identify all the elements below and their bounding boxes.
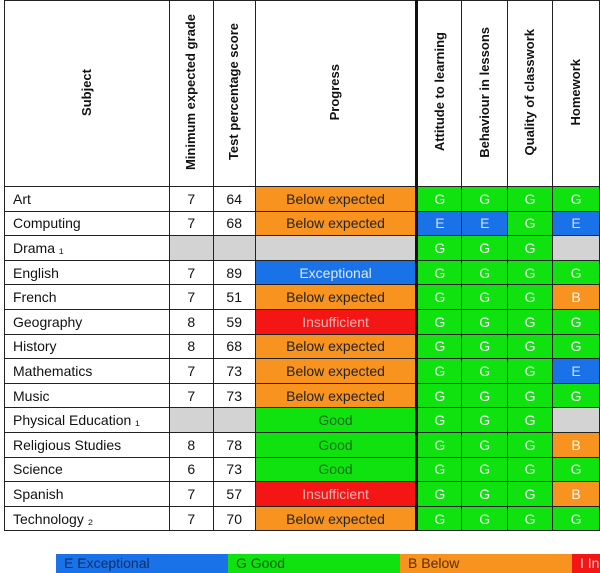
- quality-cell: G: [508, 506, 553, 531]
- attitude-cell: G: [417, 285, 462, 310]
- header-test-score: [213, 1, 255, 187]
- test-score-cell: 68: [213, 334, 255, 359]
- homework-cell: B: [553, 432, 600, 457]
- min-grade-cell: 7: [169, 260, 213, 285]
- legend-item-I: I In: [572, 554, 600, 573]
- progress-cell: Below expected: [255, 383, 417, 408]
- report-body: [5, 187, 600, 531]
- legend: [56, 554, 600, 573]
- progress-cell: Below expected: [255, 285, 417, 310]
- test-score-cell: 51: [213, 285, 255, 310]
- attitude-cell: G: [417, 482, 462, 507]
- quality-cell: G: [508, 408, 553, 433]
- behaviour-cell: G: [462, 383, 508, 408]
- behaviour-cell: G: [462, 236, 508, 261]
- test-score-cell: 78: [213, 432, 255, 457]
- header-homework: [553, 1, 600, 187]
- legend-item-E: E Exceptional: [56, 554, 228, 573]
- behaviour-cell: G: [462, 309, 508, 334]
- subject-cell: French: [5, 285, 170, 310]
- attitude-cell: G: [417, 187, 462, 212]
- quality-cell: G: [508, 482, 553, 507]
- attitude-cell: G: [417, 432, 462, 457]
- min-grade-cell: 7: [169, 187, 213, 212]
- progress-cell: Exceptional: [255, 260, 417, 285]
- behaviour-cell: G: [462, 408, 508, 433]
- test-score-cell: 59: [213, 309, 255, 334]
- min-grade-cell: 7: [169, 506, 213, 531]
- attitude-cell: G: [417, 334, 462, 359]
- subject-cell: Science: [5, 457, 170, 482]
- header-subject: [5, 1, 170, 187]
- test-score-cell: 70: [213, 506, 255, 531]
- progress-cell: Below expected: [255, 506, 417, 531]
- homework-cell: G: [553, 334, 600, 359]
- behaviour-cell: G: [462, 260, 508, 285]
- quality-cell: G: [508, 383, 553, 408]
- attitude-cell: G: [417, 506, 462, 531]
- table-row: [5, 236, 600, 261]
- homework-cell: B: [553, 285, 600, 310]
- quality-cell: G: [508, 457, 553, 482]
- attitude-cell: G: [417, 383, 462, 408]
- progress-cell: Below expected: [255, 211, 417, 236]
- quality-cell: G: [508, 236, 553, 261]
- header-quality-label: Quality of classwork: [521, 28, 537, 156]
- behaviour-cell: G: [462, 334, 508, 359]
- header-behaviour-label: Behaviour in lessons: [476, 26, 492, 158]
- behaviour-cell: G: [462, 432, 508, 457]
- quality-cell: G: [508, 285, 553, 310]
- quality-cell: G: [508, 260, 553, 285]
- quality-cell: G: [508, 359, 553, 384]
- progress-cell: Below expected: [255, 187, 417, 212]
- header-progress-label: Progress: [327, 63, 343, 121]
- progress-cell: Below expected: [255, 334, 417, 359]
- test-score-cell: 57: [213, 482, 255, 507]
- header-attitude-label: Attitude to learning: [431, 32, 447, 152]
- attitude-cell: G: [417, 359, 462, 384]
- table-row: [5, 482, 600, 507]
- attitude-cell: E: [417, 211, 462, 236]
- behaviour-cell: G: [462, 359, 508, 384]
- test-score-cell: 68: [213, 211, 255, 236]
- subject-cell: Drama ₁: [5, 236, 170, 261]
- subject-cell: Art: [5, 187, 170, 212]
- test-score-cell: [213, 236, 255, 261]
- homework-cell: G: [553, 260, 600, 285]
- quality-cell: G: [508, 187, 553, 212]
- table-row: [5, 334, 600, 359]
- subject-cell: History: [5, 334, 170, 359]
- header-min-grade-label: Minimum expected grade: [183, 13, 199, 171]
- quality-cell: G: [508, 334, 553, 359]
- header-homework-label: Homework: [567, 58, 583, 126]
- subject-cell: Spanish: [5, 482, 170, 507]
- attitude-cell: G: [417, 408, 462, 433]
- quality-cell: G: [508, 432, 553, 457]
- homework-cell: E: [553, 211, 600, 236]
- header-test-score-label: Test percentage score: [226, 23, 242, 161]
- progress-cell: Good: [255, 457, 417, 482]
- attitude-cell: G: [417, 236, 462, 261]
- min-grade-cell: [169, 408, 213, 433]
- subject-cell: Technology ₂: [5, 506, 170, 531]
- table-row: [5, 432, 600, 457]
- table-row: [5, 211, 600, 236]
- test-score-cell: 73: [213, 457, 255, 482]
- table-row: [5, 260, 600, 285]
- behaviour-cell: E: [462, 211, 508, 236]
- table-row: [5, 506, 600, 531]
- min-grade-cell: 7: [169, 359, 213, 384]
- min-grade-cell: 7: [169, 285, 213, 310]
- quality-cell: G: [508, 211, 553, 236]
- attitude-cell: G: [417, 309, 462, 334]
- table-row: [5, 408, 600, 433]
- subject-cell: Religious Studies: [5, 432, 170, 457]
- progress-cell: Insufficient: [255, 309, 417, 334]
- table-row: [5, 187, 600, 212]
- quality-cell: G: [508, 309, 553, 334]
- attitude-cell: G: [417, 457, 462, 482]
- behaviour-cell: G: [462, 457, 508, 482]
- min-grade-cell: [169, 236, 213, 261]
- progress-cell: [255, 236, 417, 261]
- min-grade-cell: 8: [169, 334, 213, 359]
- homework-cell: [553, 408, 600, 433]
- test-score-cell: 64: [213, 187, 255, 212]
- behaviour-cell: G: [462, 285, 508, 310]
- min-grade-cell: 7: [169, 211, 213, 236]
- homework-cell: G: [553, 309, 600, 334]
- header-subject-label: Subject: [78, 68, 94, 116]
- behaviour-cell: G: [462, 187, 508, 212]
- homework-cell: G: [553, 187, 600, 212]
- subject-cell: Physical Education ₁: [5, 408, 170, 433]
- attitude-cell: G: [417, 260, 462, 285]
- header-min-grade: [169, 1, 213, 187]
- behaviour-cell: G: [462, 506, 508, 531]
- table-row: [5, 383, 600, 408]
- subject-cell: Geography: [5, 309, 170, 334]
- legend-item-B: B Below: [400, 554, 572, 573]
- header-row: [5, 1, 600, 187]
- behaviour-cell: G: [462, 482, 508, 507]
- homework-cell: G: [553, 457, 600, 482]
- progress-cell: Good: [255, 408, 417, 433]
- test-score-cell: [213, 408, 255, 433]
- test-score-cell: 73: [213, 359, 255, 384]
- legend-item-G: G Good: [228, 554, 400, 573]
- subject-cell: Mathematics: [5, 359, 170, 384]
- min-grade-cell: 8: [169, 309, 213, 334]
- min-grade-cell: 8: [169, 432, 213, 457]
- table-row: [5, 457, 600, 482]
- header-progress: [255, 1, 417, 187]
- homework-cell: G: [553, 383, 600, 408]
- subject-cell: Computing: [5, 211, 170, 236]
- table-row: [5, 309, 600, 334]
- min-grade-cell: 7: [169, 482, 213, 507]
- header-quality: [508, 1, 553, 187]
- progress-cell: Good: [255, 432, 417, 457]
- header-attitude: [417, 1, 462, 187]
- homework-cell: [553, 236, 600, 261]
- header-behaviour: [462, 1, 508, 187]
- table-row: [5, 285, 600, 310]
- homework-cell: B: [553, 482, 600, 507]
- homework-cell: G: [553, 506, 600, 531]
- progress-cell: Insufficient: [255, 482, 417, 507]
- homework-cell: E: [553, 359, 600, 384]
- test-score-cell: 89: [213, 260, 255, 285]
- min-grade-cell: 7: [169, 383, 213, 408]
- progress-cell: Below expected: [255, 359, 417, 384]
- report-table: [4, 0, 600, 531]
- min-grade-cell: 6: [169, 457, 213, 482]
- test-score-cell: 73: [213, 383, 255, 408]
- table-row: [5, 359, 600, 384]
- subject-cell: Music: [5, 383, 170, 408]
- subject-cell: English: [5, 260, 170, 285]
